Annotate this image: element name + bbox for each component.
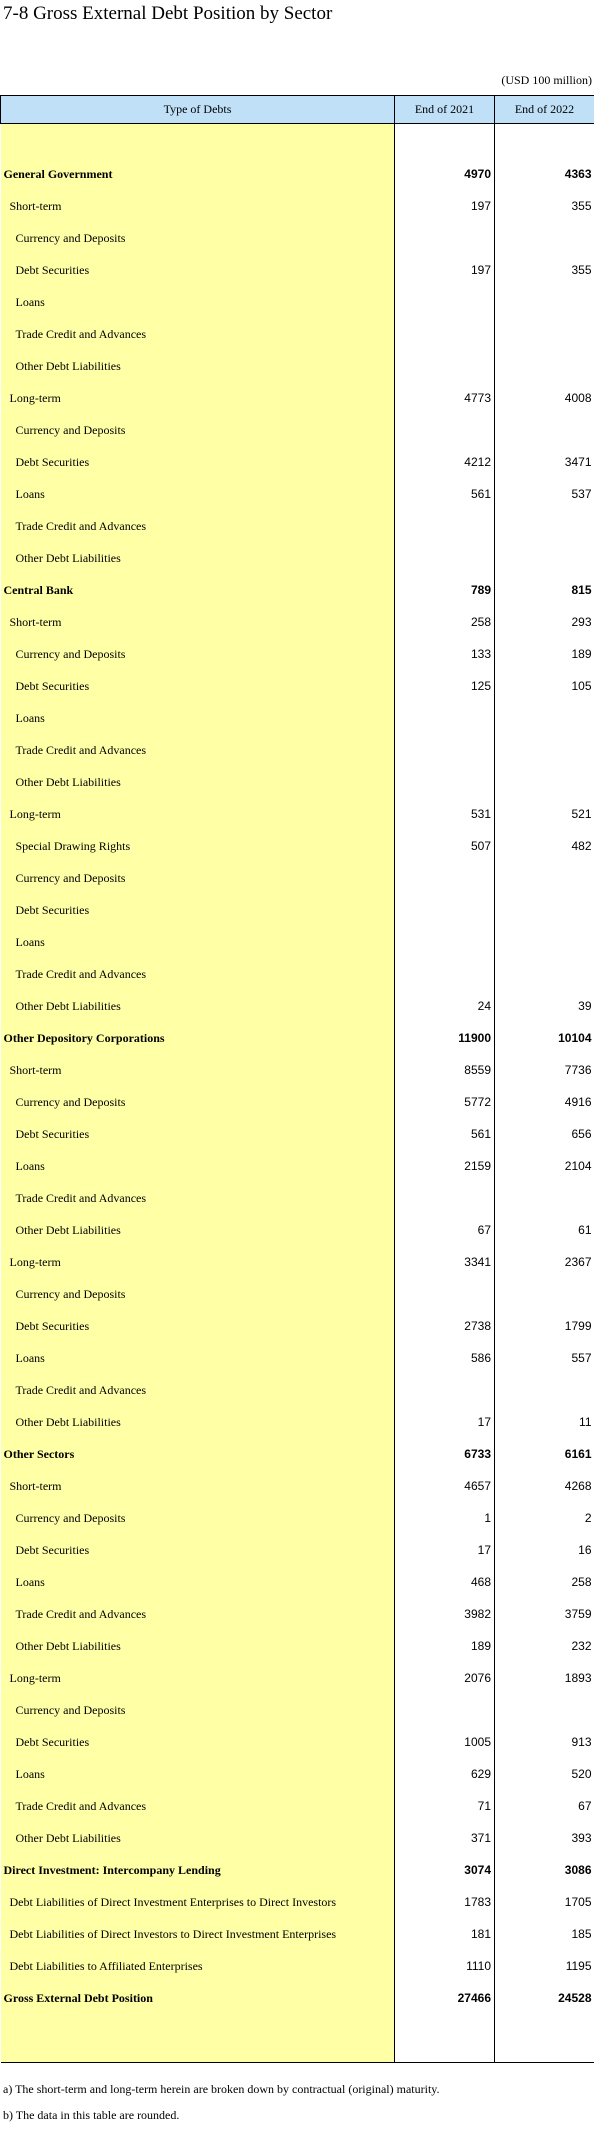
value-2021: 1 [395,1502,495,1534]
value-2021: 1005 [395,1726,495,1758]
table-end-row [1,2014,594,2063]
value-2021 [395,1182,495,1214]
value-2021: 5772 [395,1086,495,1118]
value-2021: 468 [395,1566,495,1598]
table-row [1,1598,594,1630]
value-2021: 586 [395,1342,495,1374]
table-row [1,1918,594,1950]
row-label: Gross External Debt Position [1,1982,395,2014]
value-2021: 4970 [395,158,495,190]
value-2022: 537 [495,478,594,510]
value-2021 [395,958,495,990]
table-row [1,286,594,318]
row-label: Debt Securities [1,1310,395,1342]
value-2022: 3759 [495,1598,594,1630]
row-label: Debt Securities [1,670,395,702]
row-label: Currency and Deposits [1,1694,395,1726]
row-label: Trade Credit and Advances [1,318,395,350]
value-2022 [495,510,594,542]
table-row [1,766,594,798]
row-label: Trade Credit and Advances [1,1598,395,1630]
value-2022 [495,894,594,926]
value-2022: 521 [495,798,594,830]
value-2022 [495,286,594,318]
table-row [1,1502,594,1534]
row-label: Short-term [1,1470,395,1502]
row-label: Long-term [1,1662,395,1694]
table-row [1,1086,594,1118]
table-row [1,510,594,542]
table-row [1,862,594,894]
value-2021: 17 [395,1534,495,1566]
value-2021 [395,510,495,542]
value-2021: 371 [395,1822,495,1854]
row-label: Trade Credit and Advances [1,510,395,542]
value-2022: 39 [495,990,594,1022]
value-2021 [395,318,495,350]
value-2021: 629 [395,1758,495,1790]
table-row [1,606,594,638]
value-2021: 11900 [395,1022,495,1054]
row-label: Currency and Deposits [1,638,395,670]
row-label: Other Debt Liabilities [1,542,395,574]
table-row-sector [1,1022,594,1054]
value-2022: 24528 [495,1982,594,2014]
value-2022: 4363 [495,158,594,190]
table-row [1,254,594,286]
table-row-sector [1,158,594,190]
row-label: Long-term [1,798,395,830]
footnote-b: b) The data in this table are rounded. [3,2108,180,2122]
value-2021: 3341 [395,1246,495,1278]
table-row [1,542,594,574]
table-row [1,1566,594,1598]
table-row [1,1950,594,1982]
value-2021: 507 [395,830,495,862]
value-2021: 1783 [395,1886,495,1918]
value-2022: 2 [495,1502,594,1534]
value-2021: 561 [395,478,495,510]
value-2022: 393 [495,1822,594,1854]
value-2021 [395,734,495,766]
table-row [1,958,594,990]
value-2021: 133 [395,638,495,670]
row-label: Trade Credit and Advances [1,734,395,766]
value-2022: 189 [495,638,594,670]
value-2021: 3074 [395,1854,495,1886]
value-2022: 16 [495,1534,594,1566]
row-label: Currency and Deposits [1,1278,395,1310]
table-row [1,1278,594,1310]
value-2021: 2076 [395,1662,495,1694]
table-row [1,1054,594,1086]
value-2021: 4657 [395,1470,495,1502]
value-2021: 67 [395,1214,495,1246]
value-2021 [395,542,495,574]
value-2021 [395,286,495,318]
value-2022 [495,1374,594,1406]
table-row [1,734,594,766]
value-2022: 4008 [495,382,594,414]
debt-table [0,95,594,2063]
value-2022: 185 [495,1918,594,1950]
value-2022 [495,542,594,574]
value-2022: 3086 [495,1854,594,1886]
row-label: Debt Securities [1,1118,395,1150]
row-label: Other Debt Liabilities [1,1630,395,1662]
row-label: Other Debt Liabilities [1,1214,395,1246]
table-row [1,382,594,414]
table-row [1,1214,594,1246]
row-label: Long-term [1,382,395,414]
value-2021 [395,766,495,798]
table-row [1,990,594,1022]
value-2021: 4212 [395,446,495,478]
row-label: Other Debt Liabilities [1,1406,395,1438]
table-row [1,1694,594,1726]
row-label: Other Debt Liabilities [1,350,395,382]
value-2022 [495,862,594,894]
value-2022: 3471 [495,446,594,478]
table-row [1,1822,594,1854]
table-row [1,702,594,734]
value-2021 [395,1374,495,1406]
value-2022: 656 [495,1118,594,1150]
value-2022 [495,926,594,958]
value-2022: 815 [495,574,594,606]
value-2022: 520 [495,1758,594,1790]
value-2021 [395,414,495,446]
value-2021 [395,222,495,254]
value-2021: 71 [395,1790,495,1822]
value-2022 [495,414,594,446]
table-row [1,222,594,254]
value-2022: 10104 [495,1022,594,1054]
row-label: Long-term [1,1246,395,1278]
value-2022: 2367 [495,1246,594,1278]
value-2022 [495,350,594,382]
table-row [1,926,594,958]
value-2022 [495,702,594,734]
row-label: Other Depository Corporations [1,1022,395,1054]
table-row [1,1150,594,1182]
row-label: Short-term [1,190,395,222]
table-row [1,1118,594,1150]
value-2021: 258 [395,606,495,638]
row-label: Trade Credit and Advances [1,1374,395,1406]
table-row [1,190,594,222]
row-label: Currency and Deposits [1,414,395,446]
row-label: Currency and Deposits [1,222,395,254]
row-label: Direct Investment: Intercompany Lending [1,1854,395,1886]
table-row-sector [1,1854,594,1886]
row-label: Other Debt Liabilities [1,990,395,1022]
table-spacer-row [1,124,594,159]
value-2021: 561 [395,1118,495,1150]
table-row [1,1246,594,1278]
table-row [1,1662,594,1694]
value-2021 [395,350,495,382]
value-2021: 4773 [395,382,495,414]
row-label: Short-term [1,1054,395,1086]
value-2021: 27466 [395,1982,495,2014]
table-row [1,1374,594,1406]
row-label: Loans [1,1566,395,1598]
row-label: Other Sectors [1,1438,395,1470]
row-label: Debt Liabilities of Direct Investment Enterprises to Direct Investors [1,1886,395,1918]
row-label: Central Bank [1,574,395,606]
value-2022 [495,1694,594,1726]
row-label: Loans [1,1758,395,1790]
value-2022: 11 [495,1406,594,1438]
row-label: Trade Credit and Advances [1,1790,395,1822]
value-2022: 67 [495,1790,594,1822]
value-2021: 197 [395,190,495,222]
value-2022: 293 [495,606,594,638]
value-2022: 1799 [495,1310,594,1342]
value-2022: 232 [495,1630,594,1662]
value-2021 [395,926,495,958]
row-label: Loans [1,702,395,734]
value-2022: 1195 [495,1950,594,1982]
value-2021 [395,894,495,926]
table-row [1,446,594,478]
unit-label: (USD 100 million) [501,73,592,87]
value-2022 [495,318,594,350]
row-label: Debt Liabilities to Affiliated Enterprises [1,1950,395,1982]
value-2021 [395,702,495,734]
row-label: General Government [1,158,395,190]
value-2022: 2104 [495,1150,594,1182]
row-label: Currency and Deposits [1,1502,395,1534]
page-title: 7-8 Gross External Debt Position by Sector [3,3,333,24]
value-2022: 4268 [495,1470,594,1502]
row-label: Other Debt Liabilities [1,766,395,798]
value-2021: 1110 [395,1950,495,1982]
value-2022: 105 [495,670,594,702]
value-2022 [495,766,594,798]
table-row [1,670,594,702]
row-label: Trade Credit and Advances [1,958,395,990]
value-2021: 197 [395,254,495,286]
table-row [1,1406,594,1438]
row-label: Debt Securities [1,1726,395,1758]
table-body [1,124,594,2063]
value-2022 [495,222,594,254]
value-2021: 189 [395,1630,495,1662]
table-row [1,414,594,446]
value-2021: 181 [395,1918,495,1950]
value-2021: 17 [395,1406,495,1438]
value-2022: 355 [495,254,594,286]
row-label: Loans [1,286,395,318]
table-row-sector [1,1438,594,1470]
value-2022: 355 [495,190,594,222]
row-label: Debt Liabilities of Direct Investors to Direct Investment Enterprises [1,1918,395,1950]
table-row [1,1342,594,1374]
row-label: Loans [1,1150,395,1182]
table-header-row [1,96,594,124]
value-2021: 2738 [395,1310,495,1342]
row-label: Loans [1,926,395,958]
value-2021: 2159 [395,1150,495,1182]
footnote-a: a) The short-term and long-term herein are broken down by contractual (original) maturity. [3,2082,440,2096]
value-2022 [495,734,594,766]
value-2021: 6733 [395,1438,495,1470]
value-2021: 3982 [395,1598,495,1630]
table-row [1,830,594,862]
value-2022: 557 [495,1342,594,1374]
row-label: Trade Credit and Advances [1,1182,395,1214]
value-2021: 789 [395,574,495,606]
column-header-2021: End of 2021 [395,96,495,124]
table-row [1,1534,594,1566]
table-row [1,798,594,830]
value-2022: 482 [495,830,594,862]
row-label: Short-term [1,606,395,638]
value-2022: 913 [495,1726,594,1758]
table-row [1,350,594,382]
value-2022 [495,1278,594,1310]
value-2022 [495,958,594,990]
table-row [1,1726,594,1758]
value-2022 [495,1182,594,1214]
row-label: Loans [1,1342,395,1374]
row-label: Loans [1,478,395,510]
value-2021 [395,1694,495,1726]
row-label: Debt Securities [1,254,395,286]
value-2021: 24 [395,990,495,1022]
table-row-sector [1,1982,594,2014]
value-2022: 6161 [495,1438,594,1470]
row-label: Special Drawing Rights [1,830,395,862]
value-2021: 125 [395,670,495,702]
table-row [1,318,594,350]
value-2021: 8559 [395,1054,495,1086]
table-row [1,1182,594,1214]
row-label: Debt Securities [1,1534,395,1566]
value-2022: 1705 [495,1886,594,1918]
value-2021 [395,1278,495,1310]
value-2021 [395,862,495,894]
table-row-sector [1,574,594,606]
value-2021: 531 [395,798,495,830]
value-2022: 61 [495,1214,594,1246]
table-row [1,638,594,670]
value-2022: 1893 [495,1662,594,1694]
row-label: Currency and Deposits [1,862,395,894]
row-label: Currency and Deposits [1,1086,395,1118]
row-label: Other Debt Liabilities [1,1822,395,1854]
value-2022: 7736 [495,1054,594,1086]
table-row [1,1310,594,1342]
value-2022: 4916 [495,1086,594,1118]
column-header-type: Type of Debts [1,96,395,124]
table-row [1,1470,594,1502]
table-row [1,1790,594,1822]
table-row [1,894,594,926]
row-label: Debt Securities [1,894,395,926]
value-2022: 258 [495,1566,594,1598]
table-row [1,1758,594,1790]
table-row [1,1630,594,1662]
row-label: Debt Securities [1,446,395,478]
column-header-2022: End of 2022 [495,96,594,124]
table-row [1,1886,594,1918]
table-row [1,478,594,510]
